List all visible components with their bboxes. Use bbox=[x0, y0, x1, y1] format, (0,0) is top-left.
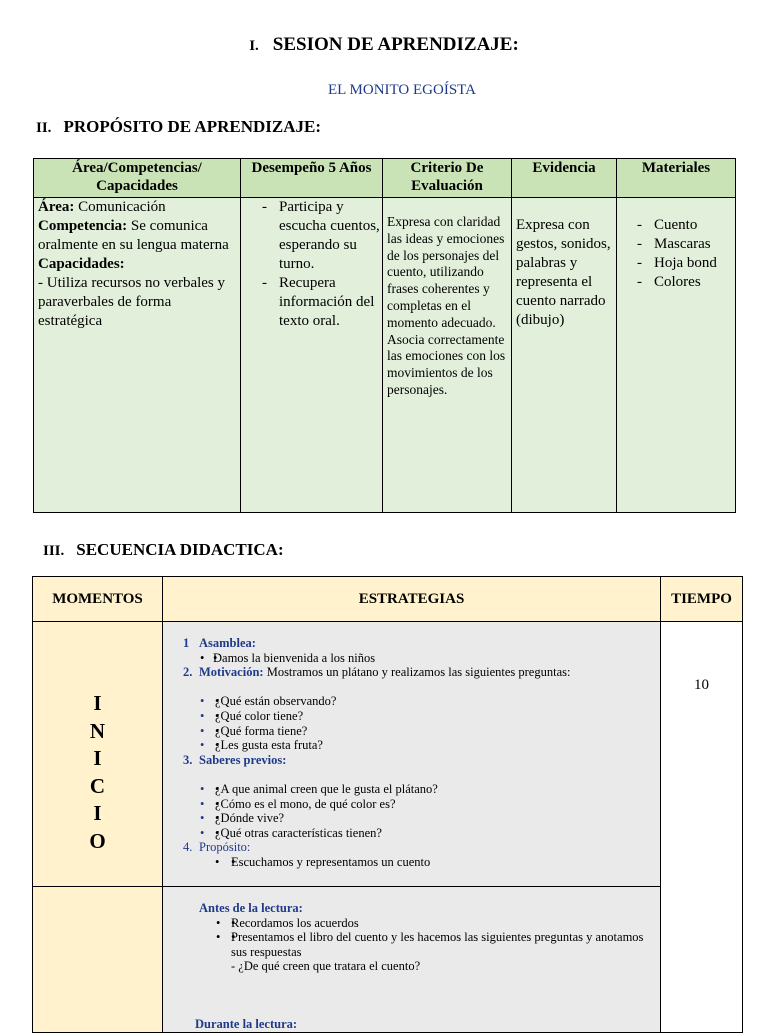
antes-heading: Antes de la lectura: bbox=[199, 901, 303, 915]
competencia-value: Se comunica oralmente en su lengua materna bbox=[38, 218, 229, 253]
heading-number: I. bbox=[249, 38, 259, 54]
heading-number: II. bbox=[36, 120, 52, 136]
list-item-text: Presentamos el libro del cuento y les hacemos las siguientes preguntas y anotamos sus respuestas bbox=[231, 930, 644, 959]
competencia-label: Competencia: bbox=[38, 218, 128, 234]
question-text: - ¿De qué creen que tratara el cuento? bbox=[231, 959, 421, 974]
list-item: - Colores bbox=[617, 273, 735, 292]
item-number: 4. bbox=[183, 840, 193, 855]
list-item-text: Recordamos los acuerdos bbox=[231, 915, 359, 930]
heading-text: PROPÓSITO DE APRENDIZAJE: bbox=[63, 117, 321, 136]
header-area: Área/Competencias/ Capacidades bbox=[34, 159, 241, 198]
strategies-desarrollo bbox=[163, 887, 661, 1033]
time-inicio bbox=[661, 622, 743, 1033]
story-title: EL MONITO EGOÍSTA bbox=[328, 82, 476, 98]
moment-inicio bbox=[33, 622, 163, 887]
heading-text: SESION DE APRENDIZAJE: bbox=[272, 34, 519, 55]
cell-evidencia: Expresa con gestos, sonidos, palabras y representa el cuento narrado (dibujo) bbox=[512, 198, 617, 513]
cell-area bbox=[34, 198, 241, 513]
list-item-text: ¿A que animal creen que le gusta el plátano? bbox=[215, 781, 438, 796]
area-value: Comunicación bbox=[74, 199, 166, 215]
list-item: • • ¿Dónde vive? bbox=[215, 811, 656, 826]
heading-number: III. bbox=[43, 543, 65, 559]
header-momentos: MOMENTOS bbox=[33, 577, 163, 622]
list-item: • • ¿Qué color tiene? bbox=[215, 709, 656, 724]
item-text: Mostramos un plátano y realizamos las siguientes preguntas: bbox=[263, 665, 571, 680]
list-item: - Mascaras bbox=[617, 235, 735, 254]
list-item-text: ¿Les gusta esta fruta? bbox=[215, 738, 323, 753]
section-heading-2 bbox=[36, 117, 321, 137]
header-tiempo: TIEMPO bbox=[661, 577, 743, 622]
moment-letter: C bbox=[89, 773, 106, 798]
moment-letter: N bbox=[89, 718, 106, 743]
list-item: • • Damos la bienvenida a los niños bbox=[213, 651, 656, 666]
sequence-table bbox=[32, 576, 743, 1033]
list-item: - Cuento bbox=[617, 216, 735, 235]
list-item-text: Escuchamos y representamos un cuento bbox=[231, 854, 431, 869]
section-heading-3 bbox=[43, 540, 284, 560]
durante-heading: Durante la lectura: bbox=[195, 1016, 298, 1031]
purpose-table-row bbox=[34, 198, 736, 513]
list-item-text: ¿Qué color tiene? bbox=[215, 708, 304, 723]
cell-materiales bbox=[617, 198, 736, 513]
item-title: Asamblea: bbox=[199, 636, 256, 650]
list-item: - Recupera información del texto oral. bbox=[241, 274, 382, 331]
header-evidencia: Evidencia bbox=[512, 159, 617, 198]
list-item: - Hoja bond bbox=[617, 254, 735, 273]
saberes-heading bbox=[183, 753, 656, 768]
list-item: - Participa y escucha cuentos, esperando su turno. bbox=[241, 198, 382, 274]
header-criterio: Criterio De Evaluación bbox=[383, 159, 512, 198]
area-label: Área: bbox=[38, 199, 75, 215]
list-item-text: ¿Dónde vive? bbox=[215, 811, 285, 826]
item-title: Propósito: bbox=[199, 840, 251, 855]
strategies-inicio bbox=[163, 622, 661, 887]
inicio-row bbox=[33, 622, 743, 887]
cell-desempeno bbox=[241, 198, 383, 513]
item-number: 2. bbox=[183, 665, 193, 680]
sequence-table-header bbox=[33, 577, 743, 622]
moment-letter: O bbox=[89, 828, 106, 853]
list-item: • • ¿A que animal creen que le gusta el plátano? bbox=[215, 782, 656, 797]
list-item: • • Escuchamos y representamos un cuento bbox=[231, 855, 656, 870]
moment-letter: I bbox=[93, 801, 102, 825]
proposito-heading bbox=[183, 840, 656, 855]
capacidades-label: Capacidades: bbox=[38, 256, 125, 272]
purpose-table-header bbox=[34, 159, 736, 198]
item-title: Saberes previos: bbox=[199, 752, 287, 767]
list-item: • • ¿Cómo es el mono, de qué color es? bbox=[215, 797, 656, 812]
motivacion-heading bbox=[183, 665, 656, 680]
list-item-text: ¿Qué forma tiene? bbox=[215, 723, 308, 738]
list-item-text: ¿Qué están observando? bbox=[215, 694, 337, 709]
moment-letter: I bbox=[93, 691, 102, 715]
list-item: • • ¿Qué otras características tienen? bbox=[215, 826, 656, 841]
asamblea-heading bbox=[183, 636, 656, 651]
list-item: • • Presentamos el libro del cuento y les hacemos las siguientes preguntas y anotamos sus respuestas bbox=[231, 930, 656, 959]
header-materiales: Materiales bbox=[617, 159, 736, 198]
item-number: 3. bbox=[183, 752, 193, 767]
header-estrategias: ESTRATEGIAS bbox=[163, 577, 661, 622]
cell-criterio: Expresa con claridad las ideas y emociones de los personajes del cuento, utilizando frases coherentes y completas en el momento adecuado. Asocia correctamente las emociones con los movimientos de los personajes. bbox=[383, 198, 512, 513]
purpose-table bbox=[33, 158, 736, 513]
section-heading-1 bbox=[0, 34, 768, 56]
moment-letter: I bbox=[93, 746, 102, 770]
list-item-text: ¿Qué otras características tienen? bbox=[215, 825, 382, 840]
heading-text: SECUENCIA DIDACTICA: bbox=[76, 540, 284, 559]
capacidades-value: - Utiliza recursos no verbales y paraverbales de forma estratégica bbox=[38, 275, 226, 329]
list-item: • • Recordamos los acuerdos bbox=[231, 916, 656, 931]
list-item: • • ¿Qué forma tiene? bbox=[215, 724, 656, 739]
list-item-text: Damos la bienvenida a los niños bbox=[213, 650, 376, 665]
list-item: • • ¿Les gusta esta fruta? bbox=[215, 738, 656, 753]
header-desempeno: Desempeño 5 Años bbox=[241, 159, 383, 198]
list-item-text: ¿Cómo es el mono, de qué color es? bbox=[215, 796, 396, 811]
list-item: • • ¿Qué están observando? bbox=[215, 694, 656, 709]
desarrollo-row bbox=[33, 887, 743, 1033]
time-value: 10 bbox=[694, 677, 709, 693]
item-number: 1 bbox=[183, 636, 190, 650]
item-title: Motivación: bbox=[199, 665, 264, 680]
moment-desarrollo bbox=[33, 887, 163, 1033]
